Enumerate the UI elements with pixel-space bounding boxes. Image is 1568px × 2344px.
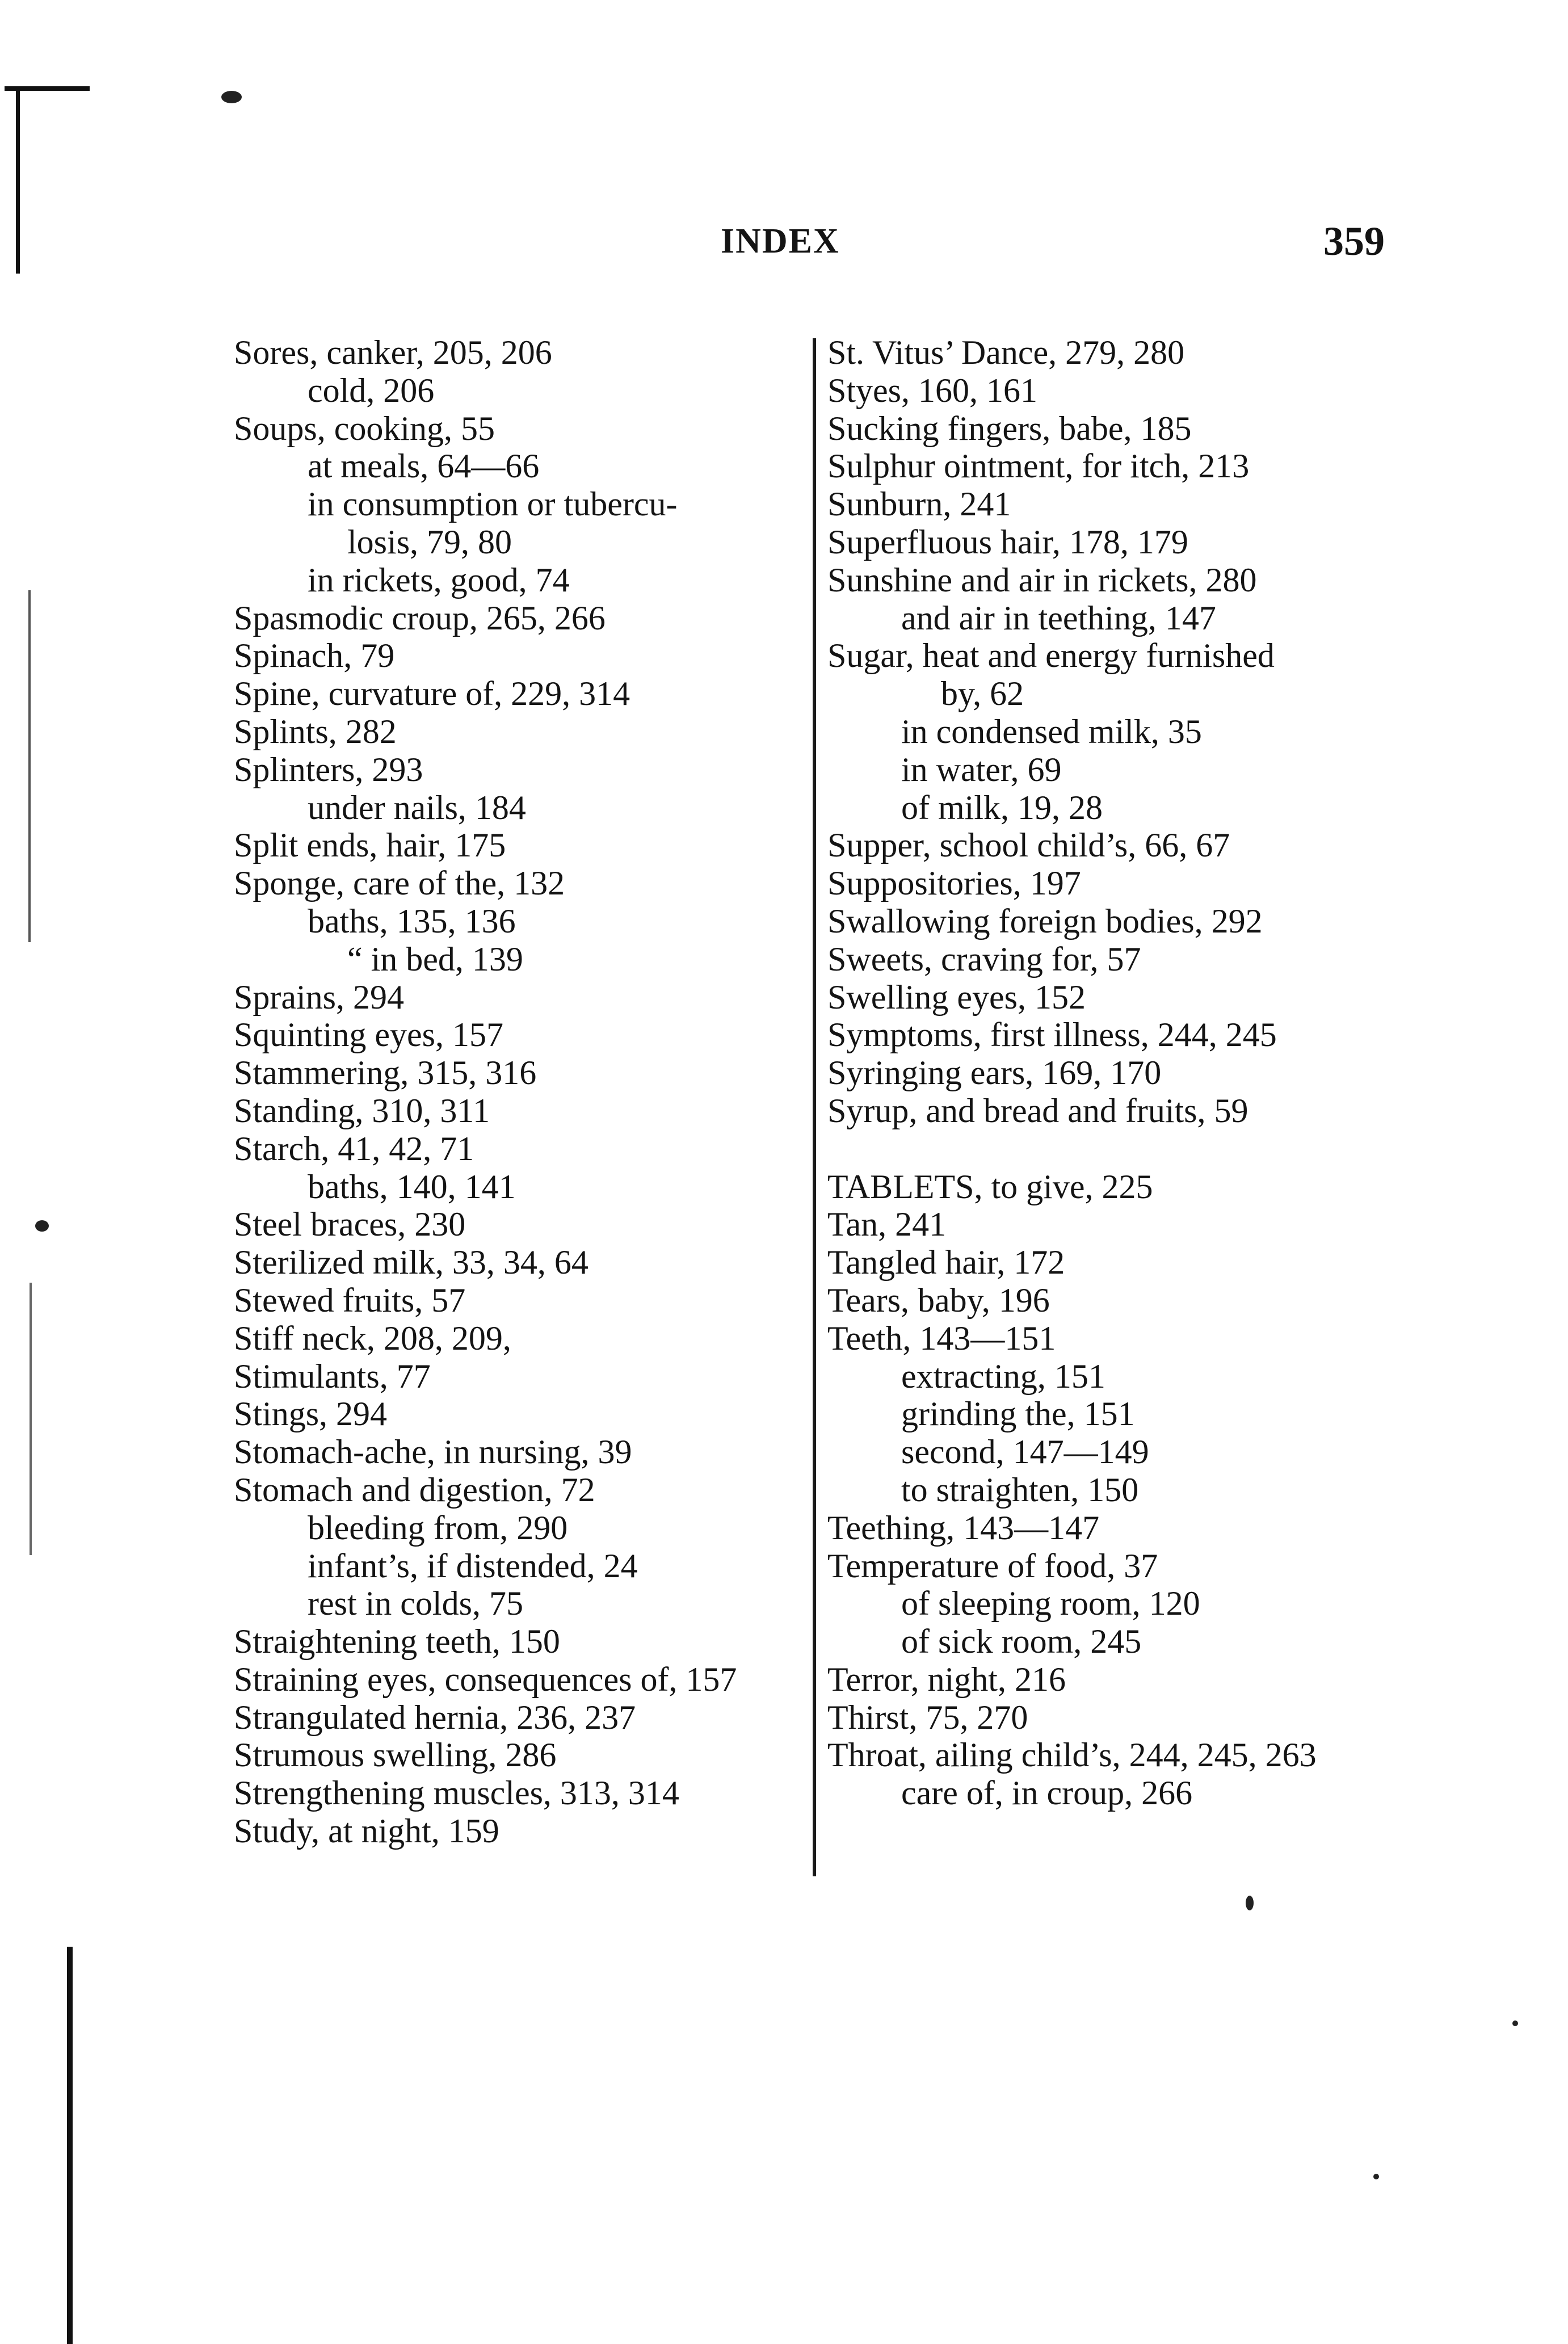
index-entry: Stomach-ache, in nursing, 39 <box>234 1433 632 1471</box>
index-entry: Starch, 41, 42, 71 <box>234 1129 474 1167</box>
index-entry: Thirst, 75, 270 <box>827 1698 1028 1736</box>
index-entry: Swelling eyes, 152 <box>827 978 1086 1016</box>
index-entry: Supper, school child’s, 66, 67 <box>827 826 1230 864</box>
index-entry: Straightening teeth, 150 <box>234 1623 560 1661</box>
index-entry: Sugar, heat and energy furnished <box>827 637 1275 675</box>
index-entry: Sunshine and air in rickets, 280 <box>827 561 1257 599</box>
index-subentry: losis, 79, 80 <box>347 523 512 561</box>
ink-speck <box>1512 2020 1518 2026</box>
scan-edge-bottom-stem <box>67 1947 73 2344</box>
index-entry: Tangled hair, 172 <box>827 1244 1065 1282</box>
index-entry: Study, at night, 159 <box>234 1812 499 1850</box>
index-entry: Split ends, hair, 175 <box>234 826 506 864</box>
index-entry: Steel braces, 230 <box>234 1205 466 1244</box>
index-entry: Stomach and digestion, 72 <box>234 1471 595 1509</box>
index-column-right <box>827 334 1395 1812</box>
index-subentry: of milk, 19, 28 <box>901 788 1103 826</box>
index-subentry: rest in colds, 75 <box>308 1585 523 1623</box>
index-subentry: under nails, 184 <box>308 788 526 826</box>
index-subentry: of sleeping room, 120 <box>901 1585 1200 1623</box>
scan-edge-lower-line <box>30 1283 32 1555</box>
index-entry: Strangulated hernia, 236, 237 <box>234 1698 636 1736</box>
scan-edge-mid-line <box>28 590 31 942</box>
index-entry: Stiff neck, 208, 209, <box>234 1319 511 1357</box>
index-entry: Sunburn, 241 <box>827 485 1011 523</box>
index-subentry: in water, 69 <box>901 750 1062 788</box>
index-entry: Strengthening muscles, 313, 314 <box>234 1774 679 1812</box>
index-entry: Tan, 241 <box>827 1205 947 1244</box>
index-subentry: and air in teething, 147 <box>901 599 1216 637</box>
index-entry: Suppositories, 197 <box>827 864 1081 902</box>
index-entry: Sores, canker, 205, 206 <box>234 334 552 371</box>
index-entry: Sprains, 294 <box>234 978 404 1016</box>
ink-speck <box>221 91 242 103</box>
page-number: 359 <box>1323 219 1385 264</box>
index-subentry: baths, 140, 141 <box>308 1167 516 1205</box>
page-title: INDEX <box>721 222 840 261</box>
index-entry: Sponge, care of the, 132 <box>234 864 565 902</box>
index-subentry: of sick room, 245 <box>901 1623 1142 1661</box>
index-entry: Stimulants, 77 <box>234 1357 431 1395</box>
index-subentry: “ in bed, 139 <box>347 940 523 978</box>
index-subentry: grinding the, 151 <box>901 1395 1135 1433</box>
index-subentry: in rickets, good, 74 <box>308 561 570 599</box>
index-entry: Syrup, and bread and fruits, 59 <box>827 1091 1248 1129</box>
index-entry: Sulphur ointment, for itch, 213 <box>827 447 1250 485</box>
index-entry: Stings, 294 <box>234 1395 388 1433</box>
ink-speck <box>1373 2174 1379 2179</box>
index-entry: Tears, baby, 196 <box>827 1281 1050 1319</box>
index-entry: Sucking fingers, babe, 185 <box>827 409 1192 447</box>
index-entry: Stewed fruits, 57 <box>234 1281 466 1319</box>
index-subentry: second, 147—149 <box>901 1433 1149 1471</box>
index-entry: Spine, curvature of, 229, 314 <box>234 675 630 713</box>
index-entry: Terror, night, 216 <box>827 1660 1066 1698</box>
index-entry: Sweets, craving for, 57 <box>827 940 1141 978</box>
index-entry: Styes, 160, 161 <box>827 371 1038 409</box>
index-entry: Throat, ailing child’s, 244, 245, 263 <box>827 1736 1317 1774</box>
index-entry: Spinach, 79 <box>234 637 395 675</box>
index-entry: Strumous swelling, 286 <box>234 1736 557 1774</box>
index-entry: Spasmodic croup, 265, 266 <box>234 599 606 637</box>
index-entry: Teeth, 143—151 <box>827 1319 1056 1357</box>
index-subentry: at meals, 64—66 <box>308 447 540 485</box>
index-subentry: by, 62 <box>941 675 1024 713</box>
scan-edge-top-stem <box>16 86 20 274</box>
index-subentry: infant’s, if distended, 24 <box>308 1547 638 1585</box>
ink-speck <box>35 1220 49 1232</box>
index-entry: Standing, 310, 311 <box>234 1091 490 1129</box>
index-subentry: to straighten, 150 <box>901 1471 1139 1509</box>
index-subentry: care of, in croup, 266 <box>901 1774 1193 1812</box>
index-entry: Teething, 143—147 <box>827 1509 1100 1547</box>
index-entry: Stammering, 315, 316 <box>234 1054 537 1092</box>
index-entry: Swallowing foreign bodies, 292 <box>827 902 1263 940</box>
index-subentry: bleeding from, 290 <box>308 1509 568 1547</box>
index-entry: Splinters, 293 <box>234 750 423 788</box>
index-subentry: cold, 206 <box>308 371 435 409</box>
ink-speck <box>1246 1896 1254 1910</box>
index-column-left <box>234 334 796 1850</box>
index-subentry: in condensed milk, 35 <box>901 712 1202 750</box>
index-subentry: in consumption or tubercu- <box>308 485 678 523</box>
index-entry: Sterilized milk, 33, 34, 64 <box>234 1244 588 1282</box>
index-entry: St. Vitus’ Dance, 279, 280 <box>827 334 1185 371</box>
index-entry: Symptoms, first illness, 244, 245 <box>827 1016 1277 1054</box>
index-entry: Soups, cooking, 55 <box>234 409 495 447</box>
index-entry: Straining eyes, consequences of, 157 <box>234 1660 737 1698</box>
index-entry: Splints, 282 <box>234 712 397 750</box>
column-divider <box>813 338 816 1876</box>
index-entry: Superfluous hair, 178, 179 <box>827 523 1188 561</box>
index-subentry: extracting, 151 <box>901 1357 1105 1395</box>
index-entry: Temperature of food, 37 <box>827 1547 1158 1585</box>
running-header <box>721 221 1385 272</box>
index-entry: Syringing ears, 169, 170 <box>827 1054 1162 1092</box>
index-subentry: baths, 135, 136 <box>308 902 516 940</box>
index-entry: Squinting eyes, 157 <box>234 1016 503 1054</box>
index-entry: TABLETS, to give, 225 <box>827 1167 1153 1205</box>
